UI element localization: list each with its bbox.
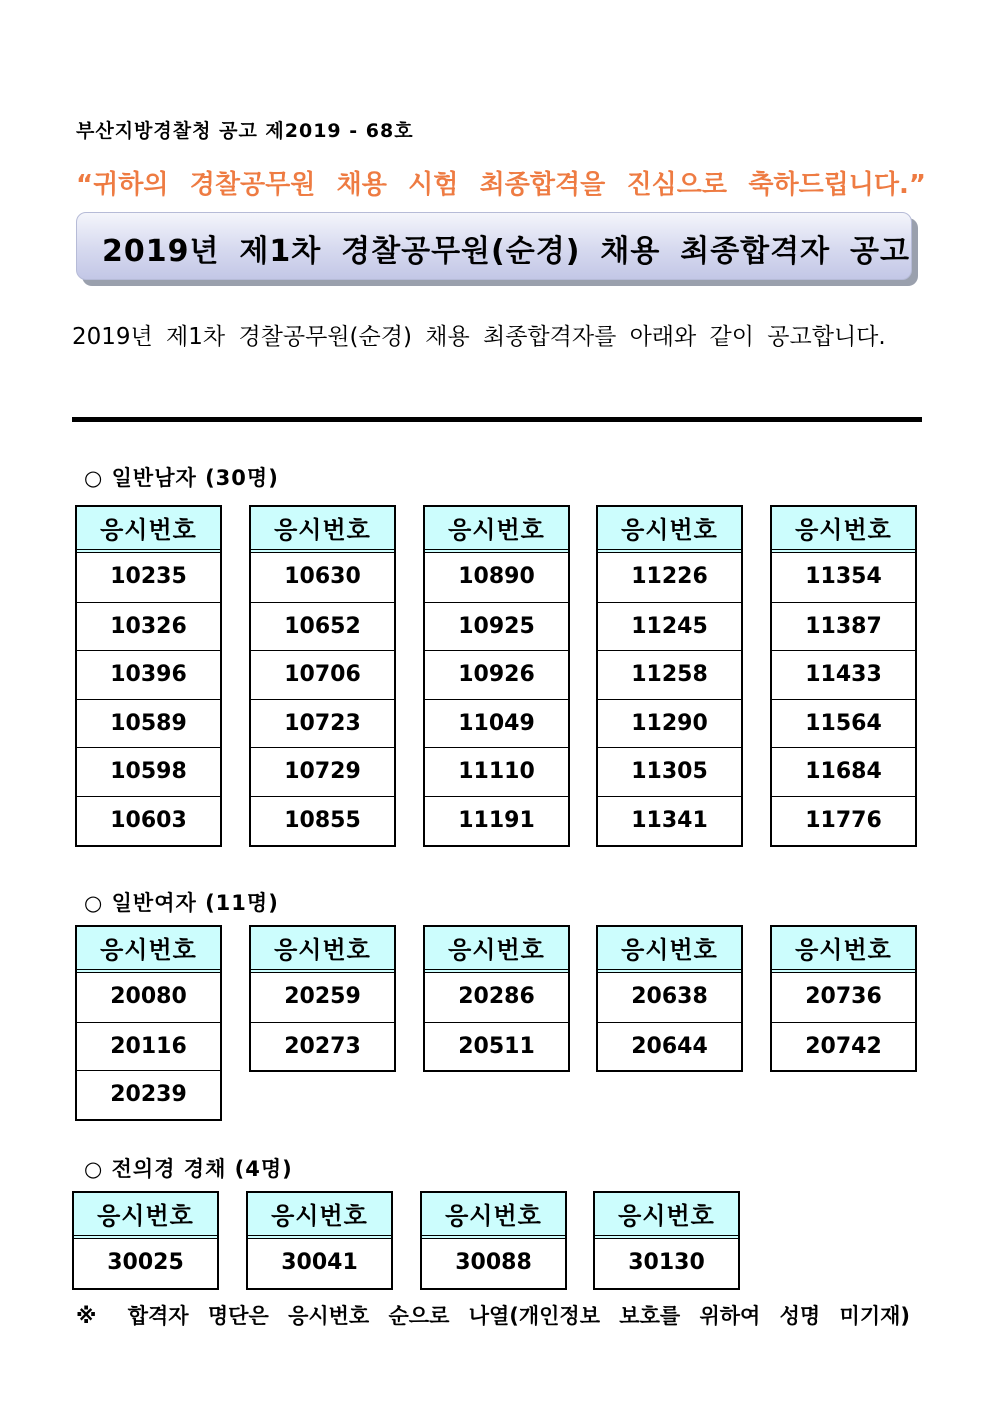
applicant-column [249,505,396,847]
applicant-column [75,505,222,847]
applicant-column [770,505,917,847]
column-header: 응시번호 [598,507,741,553]
applicant-number: 20286 [458,984,535,1009]
applicant-column [72,1191,219,1290]
applicant-number: 11049 [425,699,568,748]
applicant-column [75,925,222,1121]
applicant-column [596,925,743,1072]
column-header: 응시번호 [772,507,915,553]
applicant-number: 10235 [110,564,187,589]
applicant-number: 20080 [110,984,187,1009]
applicant-number: 10326 [77,602,220,651]
applicant-number: 10396 [77,650,220,699]
applicant-number: 20511 [425,1022,568,1071]
column-header: 응시번호 [251,507,394,553]
applicant-number: 11226 [631,564,708,589]
applicant-number: 20273 [251,1022,394,1071]
applicant-number: 10706 [251,650,394,699]
applicant-number: 11290 [598,699,741,748]
column-header: 응시번호 [425,507,568,553]
applicant-number: 11191 [425,796,568,845]
column-header: 응시번호 [251,927,394,973]
applicant-number: 20638 [631,984,708,1009]
applicant-number: 10855 [251,796,394,845]
column-header: 응시번호 [595,1193,738,1239]
column-header: 응시번호 [598,927,741,973]
applicant-column [770,925,917,1072]
applicant-number: 10926 [425,650,568,699]
section-title-general-female: ○ 일반여자 (11명) [84,891,279,915]
applicant-number: 11258 [598,650,741,699]
column-header: 응시번호 [248,1193,391,1239]
applicant-number: 30025 [107,1250,184,1275]
applicant-number: 10652 [251,602,394,651]
divider [72,417,922,422]
applicant-column [246,1191,393,1290]
applicant-number: 30088 [455,1250,532,1275]
congratulations-message: “귀하의 경찰공무원 채용 시험 최종합격을 진심으로 축하드립니다.” [76,170,926,200]
applicant-number: 10729 [251,747,394,796]
applicant-number: 11387 [772,602,915,651]
applicant-column [420,1191,567,1290]
applicant-column [593,1191,740,1290]
applicant-number: 11305 [598,747,741,796]
applicant-number: 10723 [251,699,394,748]
applicant-number: 10589 [77,699,220,748]
applicant-number: 11776 [772,796,915,845]
section-title-general-male: ○ 일반남자 (30명) [84,466,279,490]
page-title: 2019년 제1차 경찰공무원(순경) 채용 최종합격자 공고 [102,234,910,269]
applicant-number: 11684 [772,747,915,796]
intro-text: 2019년 제1차 경찰공무원(순경) 채용 최종합격자를 아래와 같이 공고합니다. [72,324,886,350]
column-header: 응시번호 [77,507,220,553]
applicant-number: 10598 [77,747,220,796]
footer-note: ※ 합격자 명단은 응시번호 순으로 나열(개인정보 보호를 위하여 성명 미기재) [76,1304,910,1328]
column-header: 응시번호 [77,927,220,973]
column-header: 응시번호 [425,927,568,973]
applicant-number: 11433 [772,650,915,699]
applicant-number: 11245 [598,602,741,651]
applicant-number: 11110 [425,747,568,796]
applicant-number: 20736 [805,984,882,1009]
notice-number: 부산지방경찰청 공고 제2019 - 68호 [76,120,414,142]
applicant-column [249,925,396,1072]
applicant-number: 30041 [281,1250,358,1275]
applicant-number: 20116 [77,1022,220,1071]
column-header: 응시번호 [772,927,915,973]
applicant-number: 11564 [772,699,915,748]
column-header: 응시번호 [422,1193,565,1239]
applicant-column [423,925,570,1072]
applicant-number: 11354 [805,564,882,589]
applicant-number: 11341 [598,796,741,845]
applicant-column [596,505,743,847]
applicant-number: 10603 [77,796,220,845]
applicant-number: 10630 [284,564,361,589]
column-header: 응시번호 [74,1193,217,1239]
applicant-number: 30130 [628,1250,705,1275]
applicant-number: 20239 [77,1070,220,1119]
applicant-number: 20259 [284,984,361,1009]
applicant-number: 10890 [458,564,535,589]
applicant-number: 20644 [598,1022,741,1071]
applicant-number: 10925 [425,602,568,651]
section-title-conscript-police: ○ 전의경 경채 (4명) [84,1157,293,1181]
applicant-number: 20742 [772,1022,915,1071]
applicant-column [423,505,570,847]
